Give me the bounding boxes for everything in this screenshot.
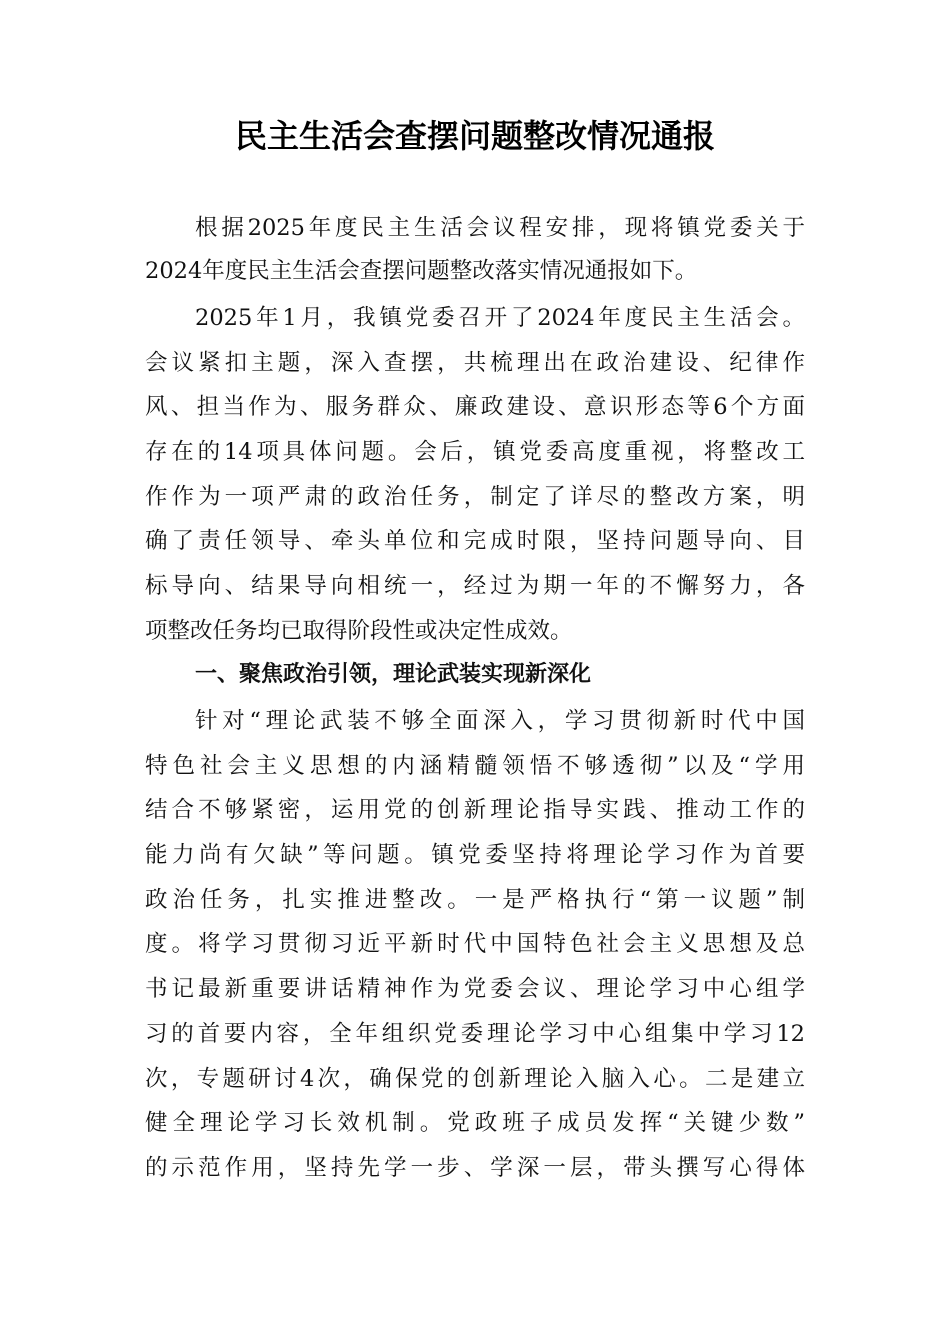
paragraph-3-line-6: 度。将学习贯彻习近平新时代中国特色社会主义思想及总 <box>145 931 805 957</box>
document-title: 民主生活会查摆问题整改情况通报 <box>234 117 715 155</box>
paragraph-2-line-6: 确了责任领导、牵头单位和完成时限，坚持问题导向、目 <box>145 528 805 554</box>
paragraph-3-line-7: 书记最新重要讲话精神作为党委会议、理论学习中心组学 <box>145 976 805 1002</box>
paragraph-3-line-5: 政治任务，扎实推进整改。一是严格执行“第一议题”制 <box>145 887 805 913</box>
paragraph-3-line-4: 能力尚有欠缺”等问题。镇党委坚持将理论学习作为首要 <box>145 842 805 868</box>
section-heading-1: 一、聚焦政治引领，理论武装实现新深化 <box>195 662 592 687</box>
paragraph-3-line-9: 次，专题研讨4次，确保党的创新理论入脑入心。二是建立 <box>145 1066 805 1092</box>
paragraph-3-line-8: 习的首要内容，全年组织党委理论学习中心组集中学习12 <box>145 1021 805 1047</box>
paragraph-2-line-3: 风、担当作为、服务群众、廉政建设、意识形态等6个方面 <box>145 394 805 420</box>
paragraph-2-line-8: 项整改任务均已取得阶段性或决定性成效。 <box>145 618 573 644</box>
paragraph-3-line-11: 的示范作用，坚持先学一步、学深一层，带头撰写心得体 <box>145 1155 805 1181</box>
paragraph-2-line-2: 会议紧扣主题，深入查摆，共梳理出在政治建设、纪律作 <box>145 350 805 376</box>
paragraph-2-line-4: 存在的14项具体问题。会后，镇党委高度重视，将整改工 <box>145 439 805 465</box>
paragraph-2-line-5: 作作为一项严肃的政治任务，制定了详尽的整改方案，明 <box>145 484 805 510</box>
paragraph-3-line-2: 特色社会主义思想的内涵精髓领悟不够透彻”以及“学用 <box>145 753 805 779</box>
paragraph-1-line-1: 根据2025年度民主生活会议程安排，现将镇党委关于 <box>195 215 805 241</box>
paragraph-1-line-2: 2024年度民主生活会查摆问题整改落实情况通报如下。 <box>145 258 698 284</box>
paragraph-3-line-10: 健全理论学习长效机制。党政班子成员发挥“关键少数” <box>145 1110 805 1136</box>
paragraph-2-line-7: 标导向、结果导向相统一，经过为期一年的不懈努力，各 <box>145 573 805 599</box>
paragraph-3-line-1: 针对“理论武装不够全面深入，学习贯彻新时代中国 <box>195 708 805 734</box>
paragraph-2-line-1: 2025年1月，我镇党委召开了2024年度民主生活会。 <box>195 305 805 331</box>
paragraph-3-line-3: 结合不够紧密，运用党的创新理论指导实践、推动工作的 <box>145 797 805 823</box>
